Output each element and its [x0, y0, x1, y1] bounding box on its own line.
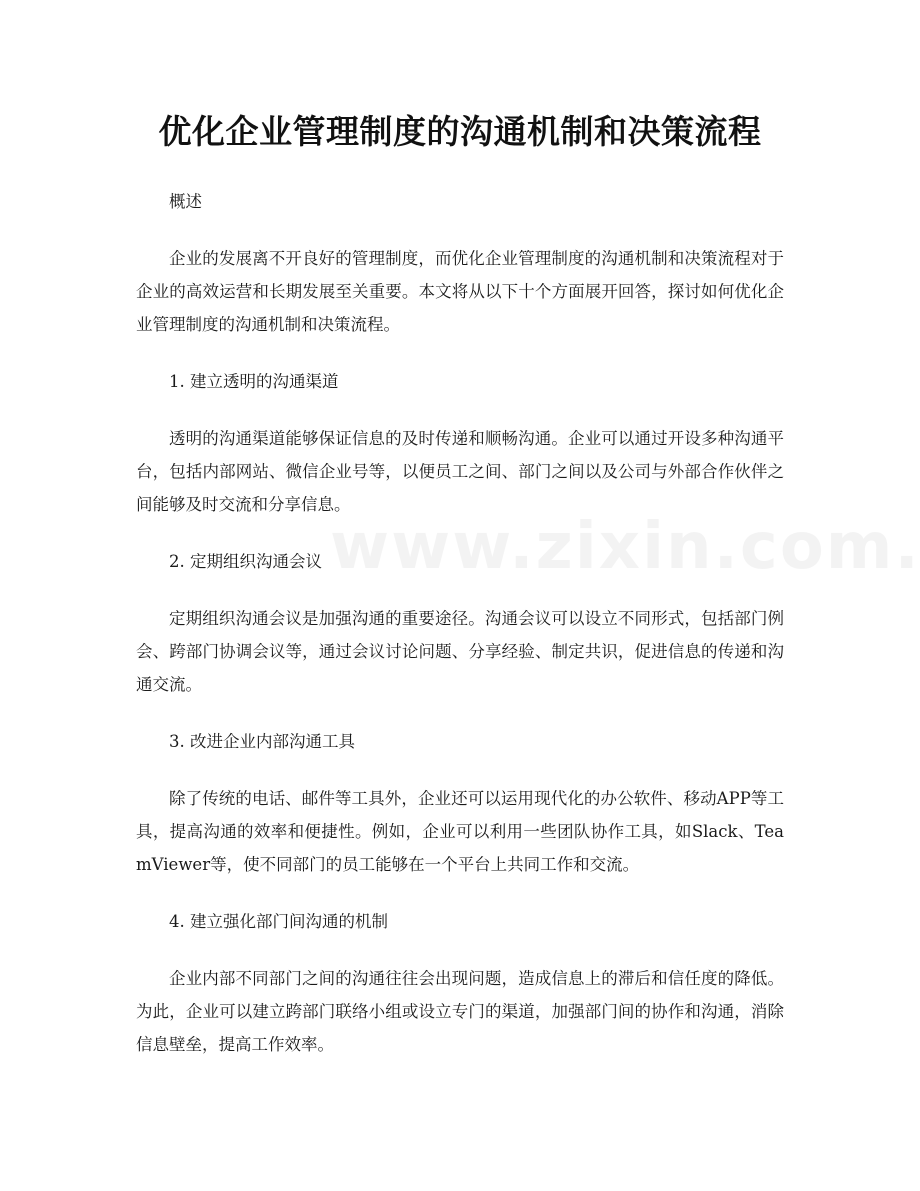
paragraph-1: 透明的沟通渠道能够保证信息的及时传递和顺畅沟通。企业可以通过开设多种沟通平台，包括内部网站、微信企业号等，以便员工之间、部门之间以及公司与外部合作伙伴之间能够及时交流和分享信息。: [136, 429, 784, 514]
section-heading-overview: 概述: [169, 192, 202, 211]
document-body: [136, 185, 784, 1085]
paragraph-overview: 企业的发展离不开良好的管理制度，而优化企业管理制度的沟通机制和决策流程对于企业的高效运营和长期发展至关重要。本文将从以下十个方面展开回答，探讨如何优化企业管理制度的沟通机制和决策流程。: [136, 249, 784, 334]
section-heading-3: 3. 改进企业内部沟通工具: [169, 732, 355, 751]
page-title: 优化企业管理制度的沟通机制和决策流程: [158, 112, 762, 151]
paragraph-2: 定期组织沟通会议是加强沟通的重要途径。沟通会议可以设立不同形式，包括部门例会、跨部门协调会议等，通过会议讨论问题、分享经验、制定共识，促进信息的传递和沟通交流。: [136, 609, 784, 694]
section-heading-2: 2. 定期组织沟通会议: [169, 552, 322, 571]
paragraph-3: 除了传统的电话、邮件等工具外，企业还可以运用现代化的办公软件、移动APP等工具，提高沟通的效率和便捷性。例如，企业可以利用一些团队协作工具，如Slack、TeamViewer等，使不同部门的员工能够在一个平台上共同工作和交流。: [136, 789, 784, 874]
section-heading-1: 1. 建立透明的沟通渠道: [169, 372, 339, 391]
paragraph-4: 企业内部不同部门之间的沟通往往会出现问题，造成信息上的滞后和信任度的降低。为此，企业可以建立跨部门联络小组或设立专门的渠道，加强部门间的协作和沟通，消除信息壁垒，提高工作效率。: [136, 969, 784, 1054]
section-heading-4: 4. 建立强化部门间沟通的机制: [169, 912, 388, 931]
